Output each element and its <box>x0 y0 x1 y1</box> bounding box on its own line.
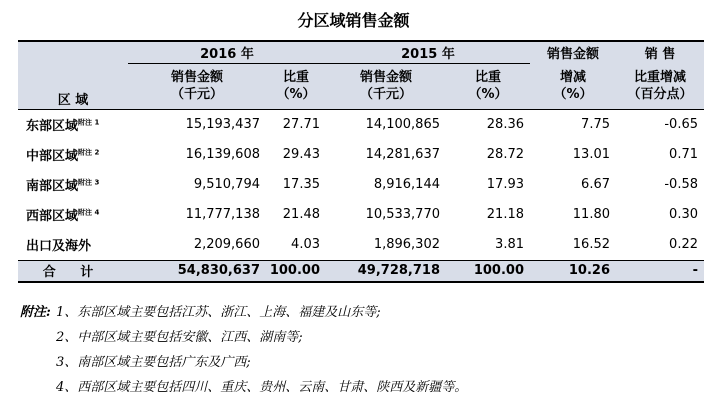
share-change-cell: 0.30 <box>669 207 698 222</box>
share-change-cell: 0.22 <box>669 237 698 252</box>
share-2016-cell: 29.43 <box>282 147 320 162</box>
share-2015-cell: 3.81 <box>495 237 524 252</box>
region-label: 东部区域 <box>26 119 79 134</box>
header-share-2016-label: 比重 <box>282 70 309 85</box>
sales-2015-cell: 8,916,144 <box>373 177 440 192</box>
region-note-ref: 附注 3 <box>78 178 100 187</box>
sales-2016-cell: 2,209,660 <box>193 237 260 252</box>
total-sales-2015: 49,728,718 <box>326 260 446 282</box>
sales-2015-cell: 1,896,302 <box>373 237 440 252</box>
sales-change-cell: 13.01 <box>572 147 610 162</box>
header-share-change-line1: 销 售 <box>616 41 704 63</box>
note-text: 3、南部区域主要包括广东及广西; <box>56 355 251 370</box>
note-text: 2、中部区域主要包括安徽、江西、湖南等; <box>56 330 303 345</box>
note-text: 4、西部区域主要包括四川、重庆、贵州、云南、甘肃、陕西及新疆等。 <box>56 380 468 395</box>
sales-2016-cell: 16,139,608 <box>185 147 260 162</box>
header-sales-change-line2: 增减 <box>559 69 586 85</box>
table-body <box>18 109 704 282</box>
header-sales-2015-label: 销售金额 <box>359 70 412 85</box>
table-row <box>18 230 704 261</box>
header-sales-change-unit: （%） <box>553 86 593 102</box>
notes-section <box>20 300 700 400</box>
region-note-ref: 附注 4 <box>78 208 100 217</box>
note-line <box>20 375 700 400</box>
sales-change-cell: 11.80 <box>572 207 610 222</box>
region-name <box>18 170 128 200</box>
sales-2015-cell: 14,100,865 <box>365 117 440 132</box>
total-share-2015: 100.00 <box>446 260 530 282</box>
header-share-2015-unit: （%） <box>468 87 508 102</box>
header-sales-2016 <box>128 63 266 109</box>
share-2015-cell: 17.93 <box>486 177 524 192</box>
total-share-change: - <box>616 260 704 282</box>
total-label: 合 计 <box>18 260 128 282</box>
table-row <box>18 109 704 140</box>
sales-2015-cell: 10,533,770 <box>365 207 440 222</box>
share-2016-cell: 27.71 <box>282 117 320 132</box>
table-row <box>18 140 704 170</box>
header-sales-change-line1: 销售金额 <box>530 41 616 63</box>
share-2016-cell: 21.48 <box>282 207 320 222</box>
header-sales-change <box>530 63 616 109</box>
sales-2016-cell: 15,193,437 <box>185 117 260 132</box>
region-label: 出口及海外 <box>26 239 92 254</box>
sales-change-cell: 6.67 <box>581 177 610 192</box>
share-2016-cell: 17.35 <box>282 177 320 192</box>
region-name <box>18 140 128 170</box>
region-label: 南部区域 <box>26 179 79 194</box>
header-year-2016: 2016 年 <box>128 41 326 63</box>
header-sales-2015 <box>326 63 446 109</box>
header-share-2015-label: 比重 <box>474 70 501 85</box>
regional-sales-table <box>18 40 704 283</box>
notes-label: 附注: <box>20 305 51 320</box>
table-row <box>18 200 704 230</box>
total-sales-change: 10.26 <box>530 260 616 282</box>
region-label: 中部区域 <box>26 149 79 164</box>
header-sales-2016-label: 销售金额 <box>170 70 223 85</box>
sales-2015-cell: 14,281,637 <box>365 147 440 162</box>
sales-change-cell: 7.75 <box>581 117 610 132</box>
region-note-ref: 附注 2 <box>78 148 100 157</box>
region-label: 西部区域 <box>26 209 79 224</box>
header-share-change-line2: 比重增减 <box>633 69 686 85</box>
table-header <box>18 41 704 109</box>
region-note-ref: 附注 1 <box>78 118 100 127</box>
note-line <box>20 325 700 350</box>
share-change-cell: -0.58 <box>664 177 698 192</box>
sales-change-cell: 16.52 <box>572 237 610 252</box>
note-line <box>20 300 700 325</box>
region-name <box>18 109 128 140</box>
table-row <box>18 170 704 200</box>
region-name <box>18 200 128 230</box>
header-share-2016 <box>266 63 326 109</box>
header-sales-2015-unit: （千元） <box>359 87 412 102</box>
note-text: 1、东部区域主要包括江苏、浙江、上海、福建及山东等; <box>56 305 381 320</box>
header-share-2016-unit: （%） <box>276 87 316 102</box>
share-2015-cell: 28.72 <box>486 147 524 162</box>
share-2015-cell: 21.18 <box>486 207 524 222</box>
header-share-2015 <box>446 63 530 109</box>
sales-2016-cell: 9,510,794 <box>193 177 260 192</box>
share-2015-cell: 28.36 <box>486 117 524 132</box>
sales-2016-cell: 11,777,138 <box>185 207 260 222</box>
table-title: 分区域销售金额 <box>297 11 410 30</box>
header-share-change <box>616 63 704 109</box>
total-sales-2016: 54,830,637 <box>128 260 266 282</box>
region-name <box>18 230 128 261</box>
share-2016-cell: 4.03 <box>291 237 320 252</box>
share-change-cell: 0.71 <box>669 147 698 162</box>
total-row <box>18 260 704 282</box>
header-share-change-line3: （百分点） <box>627 86 693 102</box>
note-line <box>20 350 700 375</box>
share-change-cell: -0.65 <box>664 117 698 132</box>
header-year-2015: 2015 年 <box>326 41 530 63</box>
header-sales-2016-unit: （千元） <box>170 87 223 102</box>
header-region: 区 域 <box>18 41 128 109</box>
total-share-2016: 100.00 <box>266 260 326 282</box>
